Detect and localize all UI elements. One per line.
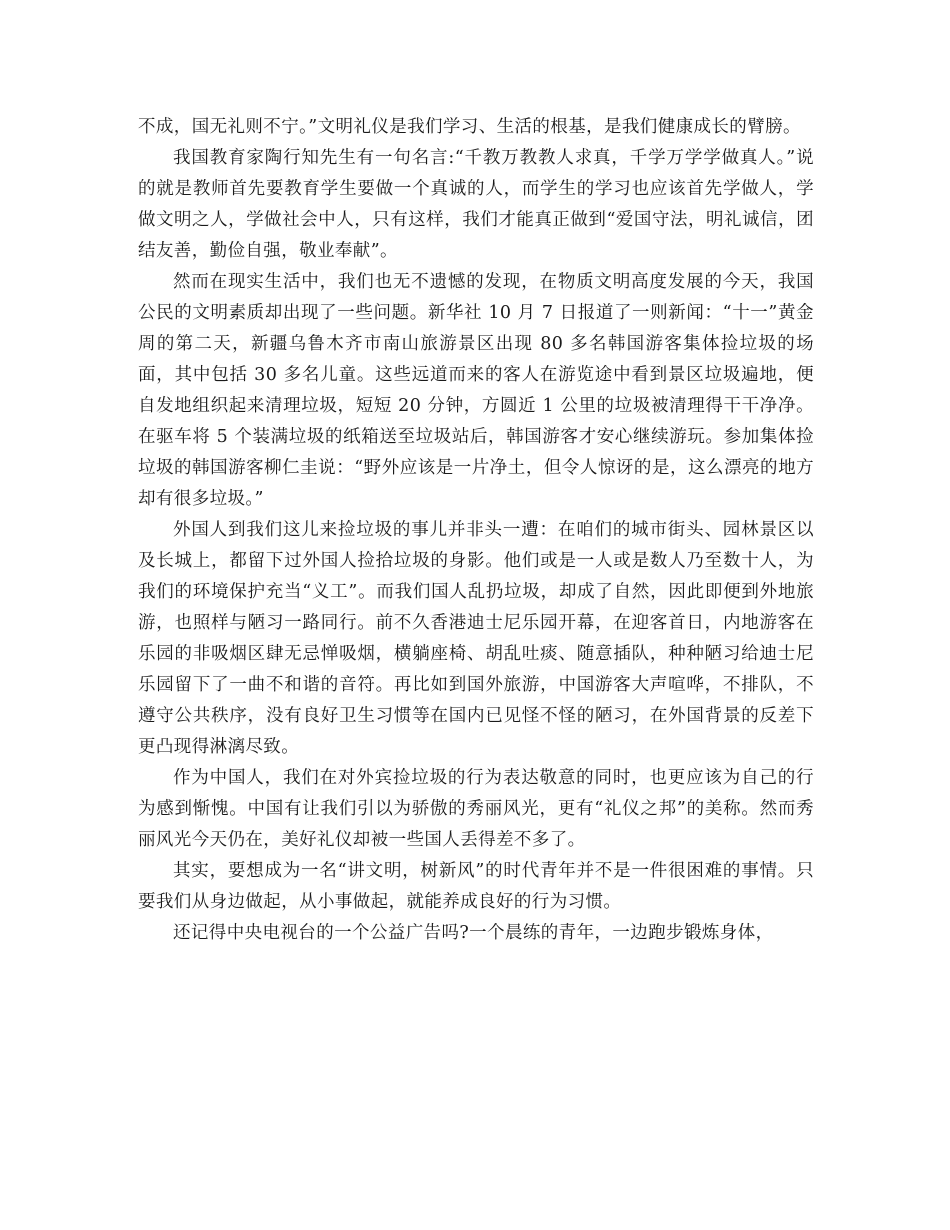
paragraph-6: 其实，要想成为一名“讲文明，树新风”的时代青年并不是一件很困难的事情。只要我们从身边做起，从小事做起，就能养成良好的行为习惯。	[138, 861, 814, 912]
paragraph-3: 然而在现实生活中，我们也无不遗憾的发现，在物质文明高度发展的今天，我国公民的文明素质却出现了一些问题。新华社 10 月 7 日报道了一则新闻：“十一”黄金周的第二天，新疆乌鲁木齐市南山旅游景区出现 80 多名韩国游客集体捡垃圾的场面，其中包括 30 多名儿童。这些远道而来的客人在游览途中看到景区垃圾遍地，便自发地组织起来清理垃圾，短短 20 分钟，方圆近 1 公里的垃圾被清理得干干净净。在驱车将 5 个装满垃圾的纸箱送至垃圾站后，韩国游客才安心继续游玩。参加集体捡垃圾的韩国游客柳仁圭说：“野外应该是一片净土，但令人惊讶的是，这么漂亮的地方却有很多垃圾。”	[138, 272, 814, 509]
paragraph-2: 我国教育家陶行知先生有一句名言:“千教万教教人求真，千学万学学做真人。”说的就是教师首先要教育学生要做一个真诚的人，而学生的学习也应该首先学做人，学做文明之人，学做社会中人，只有这样，我们才能真正做到“爱国守法，明礼诚信，团结友善，勤俭自强，敬业奉献”。	[138, 148, 814, 261]
paragraph-7: 还记得中央电视台的一个公益广告吗?一个晨练的青年，一边跑步锻炼身体，	[173, 923, 774, 943]
paragraph-4: 外国人到我们这儿来捡垃圾的事儿并非头一遭：在咱们的城市街头、园林景区以及长城上，都留下过外国人捡拾垃圾的身影。他们或是一人或是数人乃至数十人，为我们的环境保护充当“义工”。而我们国人乱扔垃圾，却成了自然，因此即便到外地旅游，也照样与陋习一路同行。前不久香港迪士尼乐园开幕，在迎客首日，内地游客在乐园的非吸烟区肆无忌惮吸烟，横躺座椅、胡乱吐痰、随意插队，种种陋习给迪士尼乐园留下了一曲不和谐的音符。再比如到国外旅游，中国游客大声喧哗，不排队，不遵守公共秩序，没有良好卫生习惯等在国内已见怪不怪的陋习，在外国背景的反差下更凸现得淋漓尽致。	[138, 520, 814, 757]
paragraph-5: 作为中国人，我们在对外宾捡垃圾的行为表达敬意的同时，也更应该为自己的行为感到惭愧。中国有让我们引以为骄傲的秀丽风光，更有“礼仪之邦”的美称。然而秀丽风光今天仍在，美好礼仪却被一些国人丢得差不多了。	[138, 768, 814, 850]
document-body	[138, 112, 814, 949]
paragraph-1: 不成，国无礼则不宁。”文明礼仪是我们学习、生活的根基，是我们健康成长的臂膀。	[138, 117, 801, 137]
